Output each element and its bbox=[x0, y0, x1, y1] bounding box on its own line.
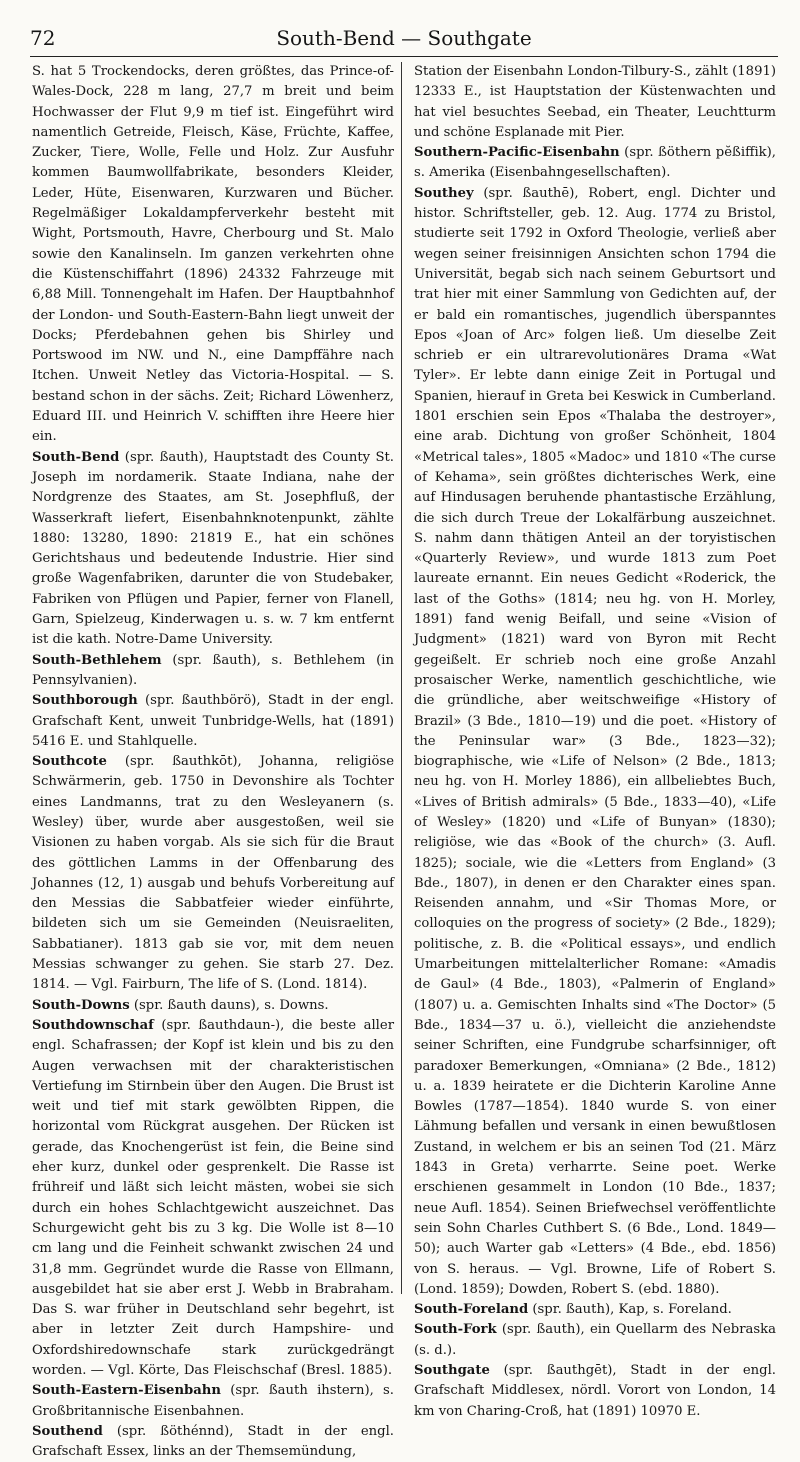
entry-headword: South-Bend bbox=[32, 449, 120, 465]
entry-headword: South-Fork bbox=[414, 1322, 497, 1338]
entry bbox=[414, 143, 776, 184]
entry-text: (spr. ßauth), Kap, s. Foreland. bbox=[528, 1302, 732, 1318]
entry-text: (spr. ßauth), ein Quellarm des Nebraska (s. d.). bbox=[414, 1322, 776, 1358]
entry-headword: South-Eastern-Eisenbahn bbox=[32, 1383, 221, 1399]
entry-text: Station der Eisenbahn London-Tilbury-S., zählt (1891) 12333 E., ist Hauptstation der Küstenwachten und hat viel besuchtes Seebad, ein Theater, Leuchtturm und schöne Esplanade mit Pier. bbox=[414, 64, 776, 140]
entry-text: (spr. ßauth), s. Bethlehem (in Pennsylvanien). bbox=[32, 652, 394, 688]
entry bbox=[414, 1320, 776, 1361]
entry-text: (spr. ßauth dauns), s. Downs. bbox=[129, 997, 329, 1013]
entry bbox=[32, 1381, 394, 1422]
running-head: South-Bend — Southgate bbox=[276, 26, 532, 50]
entry-headword: South-Foreland bbox=[414, 1302, 529, 1318]
page-number: 72 bbox=[30, 26, 56, 50]
entry bbox=[32, 448, 394, 651]
entry-text: (spr. ßöthern pĕßiffik), s. Amerika (Eisenbahngesellschaften). bbox=[414, 145, 776, 181]
page-header bbox=[30, 22, 778, 57]
entry bbox=[32, 752, 394, 996]
entry bbox=[32, 1016, 394, 1381]
entry bbox=[32, 996, 394, 1016]
entry-headword: South-Bethlehem bbox=[32, 652, 162, 668]
entry-headword: Southend bbox=[32, 1423, 103, 1439]
entry-headword: Southcote bbox=[32, 754, 107, 770]
entry bbox=[414, 184, 776, 1300]
entry-text: (spr. ßauthbörö), Stadt in der engl. Grafschaft Kent, unweit Tunbridge-Wells, hat (1891) 5416 E. und Stahlquelle. bbox=[32, 693, 394, 749]
entry-text: (spr. ßauth ihstern), s. Großbritannische Eisenbahnen. bbox=[32, 1383, 394, 1419]
entry bbox=[32, 691, 394, 752]
entry-text: (spr. ßöthénnd), Stadt in der engl. Grafschaft Essex, links an der Themsemündung, bbox=[32, 1423, 394, 1460]
entry-text: (spr. ßauthgēt), Stadt in der engl. Grafschaft Middlesex, nördl. Vorort von London, 14 km von Charing-Croß, hat (1891) 10970 E. bbox=[414, 1363, 776, 1419]
entry bbox=[414, 1361, 776, 1422]
right-column bbox=[414, 62, 776, 1422]
entry-text: (spr. ßauthē), Robert, engl. Dichter und histor. Schriftsteller, geb. 12. Aug. 1774 zu Bristol, studierte seit 1792 in Oxford Theologie, verließ aber wegen seiner freisinnigen Ansichten schon 1794 die Universität, begab sich nach seinem Geburtsort und trat hier mit einer Sammlung von Gedichten auf, der er bald ein romantisches, jugendlich überspanntes Epos «Joan of Arc» folgen ließ. Um dieselbe Zeit schrieb er ein ultrarevolutionäres Drama «Wat Tyler». Er lebte dann einige Zeit in Portugal und Spanien, hierauf in Greta bei Keswick in Cumberland. 1801 erschien sein Epos «Thalaba the destroyer», eine arab. Dichtung von großer Schönheit, 1804 «Metrical tales», 1805 «Madoc» und 1810 «The curse of Kehama», sein größtes dichterisches Werk, eine auf Hindusagen beruhende phantastische Erzählung, die sich durch Treue der Lokalfärbung auszeichnet. S. nahm dann thätigen Anteil an der toryistischen «Quarterly Review», und wurde 1813 zum Poet laureate ernannt. Ein neues Gedicht «Roderick, the last of the Goths» (1814; neu hg. von H. Morley, 1891) fand wenig Beifall, und seine «Vision of Judgment» (1821) ward von Byron mit Recht gegeißelt. Er schrieb noch eine große Anzahl prosaischer Werke, namentlich geschichtliche, wie die gründliche, aber weitschweifige «History of Brazil» (3 Bde., 1810—19) und die poet. «History of the Peninsular war» (3 Bde., 1823—32); biographische, wie «Life of Nelson» (2 Bde., 1813; neu hg. von H. Morley 1886), ein allbeliebtes Buch, «Lives of British admirals» (5 Bde., 1833—40), «Life of Wesley» (1820) und «Life of Bunyan» (1830); religiöse, wie das «Book of the church» (3. Aufl. 1825); sociale, wie die «Letters from England» (3 Bde., 1807), in denen er den Charakter eines span. Reisenden annahm, und «Sir Thomas More, or colloquies on the progress of society» (2 Bde., 1829); politische, z. B. die «Political essays», und endlich Umarbeitungen mittelalterlicher Romane: «Amadis de Gaul» (4 Bde., 1803), «Palmerin of England» (1807) u. a. Gemischten Inhalts sind «The Doctor» (5 Bde., 1834—37 u. ö.), vielleicht die anziehendste seiner Schriften, eine Fundgrube scharfsinniger, oft paradoxer Bemerkungen, «Omniana» (2 Bde., 1812) u. a. 1839 heiratete er die Dichterin Karoline Anne Bowles (1787—1854). 1840 wurde S. von einer Lähmung befallen und versank in einen bewußtlosen Zustand, in welchem er bis an seinen Tod (21. März 1843 in Greta) verharrte. Seine poet. Werke erschienen gesammelt in London (10 Bde., 1837; neue Aufl. 1854). Seinen Briefwechsel veröffentlichte sein Sohn Charles Cuthbert S. (6 Bde., Lond. 1849—50); auch Warter gab «Letters» (4 Bde., ebd. 1856) von S. heraus. — Vgl. Browne, Life of Robert S. (Lond. 1859); Dowden, Robert S. (ebd. 1880). bbox=[414, 185, 776, 1297]
entry-headword: South-Downs bbox=[32, 997, 130, 1013]
entry bbox=[32, 1422, 394, 1462]
entry-text: (spr. ßauth), Hauptstadt des County St. Joseph im nordamerik. Staate Indiana, nahe der Nordgrenze des Staates, am St. Josephfluß, der Wasserkraft liefert, Eisenbahnknotenpunkt, zählte 1880: 13280, 1890: 21819 E., hat ein schönes Gerichtshaus und bedeutende Industrie. Hier sind große Wagenfabriken, darunter die von Studebaker, Fabriken von Pflügen und Papier, ferner von Flanell, Garn, Spielzeug, Kinderwagen u. s. w. 7 km entfernt ist die kath. Notre-Dame University. bbox=[32, 449, 394, 648]
entry-headword: Southdownschaf bbox=[32, 1017, 154, 1033]
left-column bbox=[32, 62, 394, 1462]
entry bbox=[414, 1300, 776, 1320]
entry-headword: Southey bbox=[414, 185, 474, 201]
entry-continuation bbox=[32, 62, 394, 448]
entry bbox=[32, 651, 394, 692]
entry-headword: Southgate bbox=[414, 1363, 490, 1378]
entry-text: S. hat 5 Trockendocks, deren größtes, das Prince-of-Wales-Dock, 228 m lang, 27,7 m breit und beim Hochwasser der Flut 9,9 m tief ist. Eingeführt wird namentlich Getreide, Fleisch, Käse, Früchte, Kaffee, Zucker, Tiere, Wolle, Felle und Holz. Zur Ausfuhr kommen Baumwollfabrikate, besonders Kleider, Leder, Hüte, Eisenwaren, Kurzwaren und Bücher. Regelmäßiger Lokaldampferverkehr besteht mit Wight, Portsmouth, Havre, Cherbourg und St. Malo sowie den Kanalinseln. Im ganzen verkehrten ohne die Küstenschiffahrt (1896) 24332 Fahrzeuge mit 6,88 Mill. Tonnengehalt im Hafen. Der Hauptbahnhof der London- und South-Eastern-Bahn liegt unweit der Docks; Pferdebahnen gehen bis Shirley und Portswood im NW. und N., eine Dampffähre nach Itchen. Unweit Netley das Victoria-Hospital. — S. bestand schon in der sächs. Zeit; Richard Löwenherz, Eduard III. und Heinrich V. schifften ihre Heere hier ein. bbox=[32, 64, 394, 445]
entry-headword: Southborough bbox=[32, 693, 138, 709]
entry-text: (spr. ßauthkōt), Johanna, religiöse Schwärmerin, geb. 1750 in Devonshire als Tochter eines Landmanns, trat zu den Wesleyanern (s. Wesley) über, wurde aber ausgestoßen, weil sie Visionen zu haben vorgab. Als sie sich für die Braut des göttlichen Lamms in der Offenbarung des Johannes (12, 1) ausgab und behufs Vorbereitung auf den Messias die Sabbatfeier wieder einführte, bildeten sich um sie Gemeinden (Neuisraeliten, Sabbatianer). 1813 gab sie vor, mit dem neuen Messias schwanger zu gehen. Sie starb 27. Dez. 1814. — Vgl. Fairburn, The life of S. (Lond. 1814). bbox=[32, 754, 394, 993]
entry-text: (spr. ßauthdaun-), die beste aller engl. Schafrassen; der Kopf ist klein und bis zu den Augen verwachsen mit der charakteristischen Vertiefung im Stirnbein über den Augen. Die Brust ist weit und tief mit stark gewölbten Rippen, die horizontal vom Rückgrat ausgehen. Der Rücken ist gerade, das Knochengerüst ist fein, die Beine sind eher kurz, dunkel oder gesprenkelt. Die Rasse ist frühreif und läßt sich leicht mästen, wobei sie sich durch ein hohes Schlachtgewicht auszeichnet. Das Schurgewicht geht bis zu 3 kg. Die Wolle ist 8—10 cm lang und die Feinheit schwankt zwischen 24 und 31,8 mm. Gegründet wurde die Rasse von Ellmann, ausgebildet hat sie aber erst J. Webb in Brabraham. Das S. war früher in Deutschland sehr begehrt, ist aber in letzter Zeit durch Hampshire- und Oxfordshiredownschafe stark zurückgedrängt worden. — Vgl. Körte, Das Fleischschaf (Bresl. 1885). bbox=[32, 1017, 394, 1378]
entry-headword: Southern-Pacific-Eisenbahn bbox=[414, 145, 620, 161]
column-divider bbox=[401, 62, 402, 1294]
entry-continuation bbox=[414, 62, 776, 143]
